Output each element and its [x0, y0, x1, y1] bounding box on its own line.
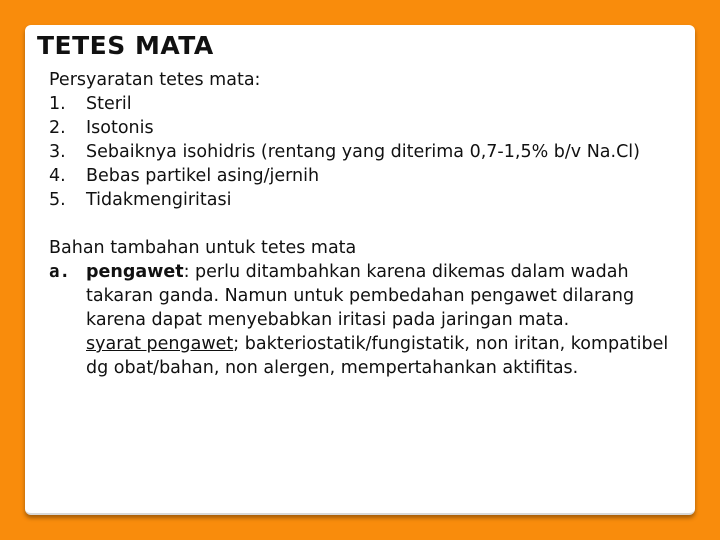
list-item [49, 92, 689, 116]
list-number: 5. [49, 190, 66, 210]
slide-title: TETES MATA [37, 31, 214, 60]
list-text: Tidakmengiritasi [86, 190, 232, 210]
spacer [49, 212, 689, 236]
slide-card [25, 25, 695, 515]
additive-item [49, 260, 689, 380]
list-text: Isotonis [86, 118, 154, 138]
list-item [49, 116, 689, 140]
additive-marker: a. [49, 262, 71, 282]
list-number: 4. [49, 166, 66, 186]
additive-description: : perlu ditambahkan karena dikemas dalam wadah takaran ganda. Namun untuk pembedahan pengawet dilarang karena dapat menyebabkan iritasi pada jaringan mata. [86, 262, 635, 330]
list-item [49, 140, 689, 164]
list-text: Steril [86, 94, 132, 114]
list-number: 3. [49, 142, 66, 162]
list-number: 1. [49, 94, 66, 114]
slide-content [49, 68, 689, 380]
additive-requirement-label: syarat pengawet [86, 334, 234, 354]
additive-requirement-text: ; bakteriostatik/fungistatik, non iritan, kompatibel dg obat/bahan, non alergen, mempertahankan aktifitas. [86, 334, 669, 378]
additive-term: pengawet [86, 262, 184, 282]
list-text: Bebas partikel asing/jernih [86, 166, 320, 186]
list-number: 2. [49, 118, 66, 138]
list-text: Sebaiknya isohidris (rentang yang diterima 0,7-1,5% b/v Na.Cl) [86, 142, 640, 162]
additives-heading: Bahan tambahan untuk tetes mata [49, 238, 357, 258]
list-item [49, 188, 689, 212]
additive-body [86, 260, 689, 380]
requirements-heading: Persyaratan tetes mata: [49, 70, 261, 90]
list-item [49, 164, 689, 188]
